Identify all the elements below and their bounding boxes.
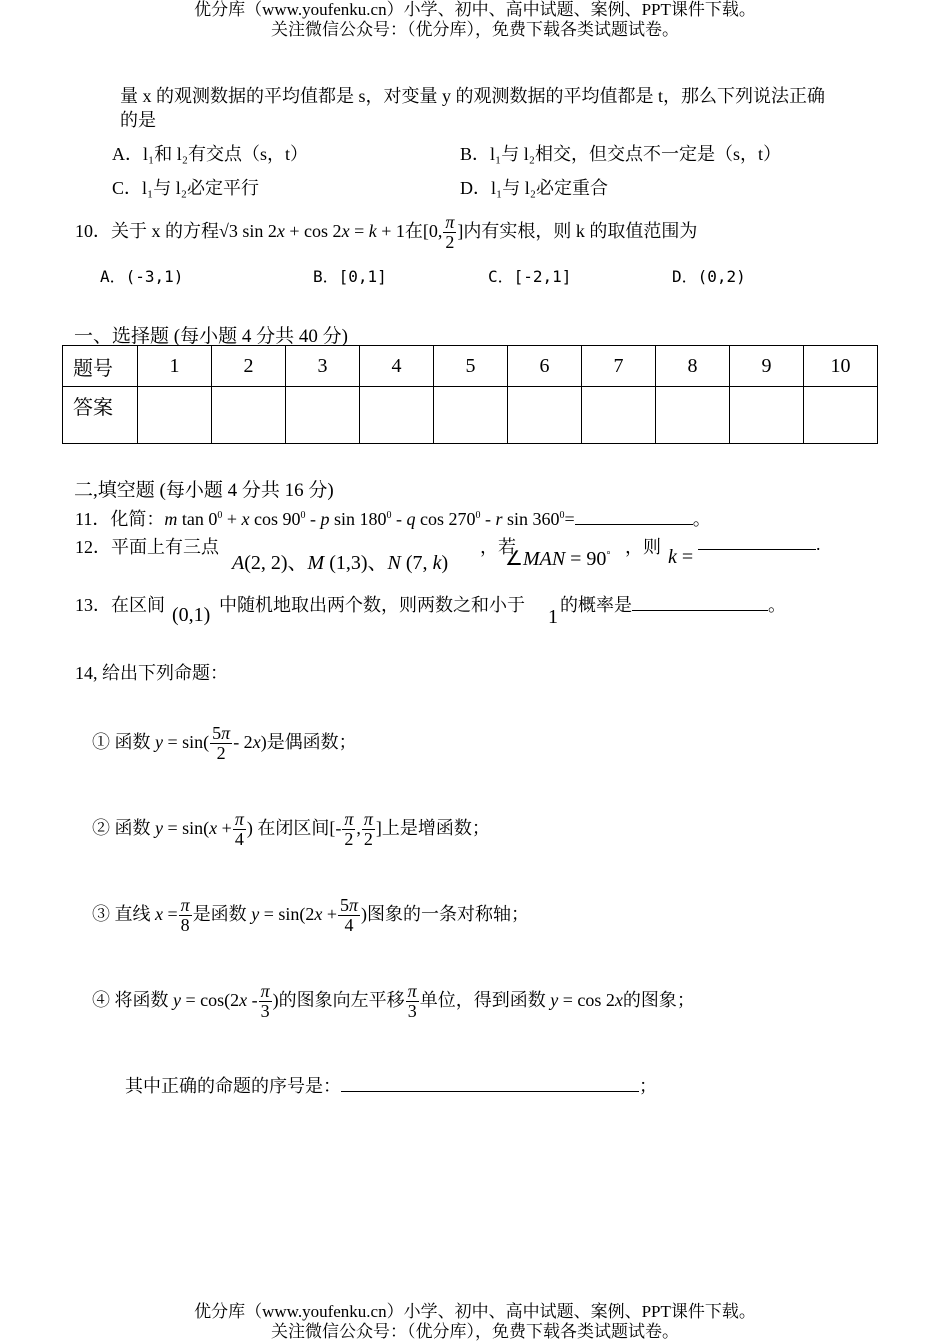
q10-equation: √3 sin 2x + cos 2x = k + 1 xyxy=(219,221,405,241)
q14-proposition-1 xyxy=(92,716,357,768)
q10-prefix: 10．关于 x 的方程 xyxy=(75,221,219,241)
section2-heading xyxy=(74,475,334,502)
q11 xyxy=(75,505,711,531)
p2-formula: y = sin(x + $\frac{\pi}{4}$ ) xyxy=(155,809,253,850)
q14-title: 14, 给出下列命题： xyxy=(75,663,228,683)
q12-prefix: 12．平面上有三点 xyxy=(75,537,219,557)
q9-option-a: A．l₁和 l₂有交点（s，t） xyxy=(112,144,309,164)
q10-option-c: C．[-2,1] xyxy=(488,267,572,286)
answer-cell[interactable] xyxy=(286,387,360,444)
answer-cell[interactable] xyxy=(804,387,878,444)
p4-text-2: 单位，得到函数 xyxy=(419,990,546,1010)
table-number-8: 8 xyxy=(656,346,730,387)
q12-angle: ∠MAN = 90° xyxy=(505,548,611,570)
q12-k-equals: k = xyxy=(668,546,694,568)
q12-answer xyxy=(698,533,821,555)
q14-blank[interactable] xyxy=(341,1075,639,1092)
p3-line: x = $\frac{\pi}{8}$ xyxy=(155,895,190,936)
answer-cell[interactable] xyxy=(138,387,212,444)
q14-proposition-2 xyxy=(92,802,490,854)
table-label-answer: 答案 xyxy=(63,387,138,444)
p2-label: ② 函数 xyxy=(92,818,151,838)
p3-text: 是函数 xyxy=(192,904,247,924)
answer-cell[interactable] xyxy=(582,387,656,444)
table-number-5: 5 xyxy=(434,346,508,387)
answer-cell[interactable] xyxy=(656,387,730,444)
q12-blank[interactable] xyxy=(698,533,816,550)
q11-prefix: 11．化简： xyxy=(75,509,165,529)
table-number-1: 1 xyxy=(138,346,212,387)
table-number-9: 9 xyxy=(730,346,804,387)
q13-tail xyxy=(560,591,786,617)
q13-blank[interactable] xyxy=(632,594,768,611)
p4-label: ④ 将函数 xyxy=(92,990,169,1010)
section2-note: (每小题 4 分共 16 分) xyxy=(159,480,334,501)
answer-table xyxy=(62,345,878,444)
p3-label: ③ 直线 xyxy=(92,904,151,924)
section1-heading xyxy=(74,321,348,348)
q14-proposition-3 xyxy=(92,888,529,940)
p4-text: 的图象向左平移 xyxy=(278,990,405,1010)
p2-interval: [- $\frac{\pi}{2}$ , $\frac{\pi}{2}$ ] xyxy=(329,809,382,850)
q11-expression: m $\tan 0^0 + x$ $\cos 90^0$ - p $\sin 180^0$ - q $\cos 270^0$ - r $\sin 360^0=$ xyxy=(164,509,575,529)
q10-option-b: B．[0,1] xyxy=(313,267,387,286)
q10-interval: [0, $\frac{\pi}{2}$ ] xyxy=(422,212,464,253)
q10-suffix: 内有实根，则 k 的取值范围为 xyxy=(463,221,698,241)
q14-answer-line xyxy=(125,1072,657,1098)
q11-suffix: 。 xyxy=(692,509,711,529)
q10-option-d: D．(0,2) xyxy=(672,267,746,286)
q12 xyxy=(75,533,219,559)
q9-stem-line-2: 的是 xyxy=(120,110,156,130)
p4-result: y = cos 2x xyxy=(550,990,623,1010)
footer-line-2: 关注微信公众号：（优分库），免费下载各类试题试卷。 xyxy=(271,1322,679,1341)
answer-table-answer-row xyxy=(63,387,878,444)
q9-stem-line-1: 量 x 的观测数据的平均值都是 s，对变量 y 的观测数据的平均值都是 t，那么下列说法正确 xyxy=(120,86,826,106)
table-number-7: 7 xyxy=(582,346,656,387)
q12-mid: ，若 xyxy=(480,537,516,557)
table-number-4: 4 xyxy=(360,346,434,387)
q12-end: . xyxy=(816,534,821,554)
answer-cell[interactable] xyxy=(730,387,804,444)
q10-middle: 在 xyxy=(404,221,423,241)
q12-mid2: ，则 xyxy=(625,537,661,557)
p1-formula: y = sin( $\frac{5\pi}{2}$ - 2x) xyxy=(155,723,267,764)
q11-blank[interactable] xyxy=(575,508,693,525)
section2-title: 二,填空题 xyxy=(74,480,155,501)
p2-text: 在闭区间 xyxy=(257,818,330,838)
q13-interval: (0,1) xyxy=(172,604,211,626)
p1-label: ① 函数 xyxy=(92,732,151,752)
answer-table-header-row xyxy=(63,346,878,387)
q13-end: 。 xyxy=(768,595,786,615)
header-line-2: 关注微信公众号：（优分库），免费下载各类试题试卷。 xyxy=(271,20,679,39)
answer-cell[interactable] xyxy=(360,387,434,444)
table-number-3: 3 xyxy=(286,346,360,387)
header-line-1: 优分库（www.youfenku.cn）小学、初中、高中试题、案例、PPT课件下载。 xyxy=(194,0,756,19)
table-number-10: 10 xyxy=(804,346,878,387)
table-number-6: 6 xyxy=(508,346,582,387)
q13-number-one: 1 xyxy=(548,606,558,628)
footer-line-1: 优分库（www.youfenku.cn）小学、初中、高中试题、案例、PPT课件下载。 xyxy=(194,1302,756,1321)
answer-cell[interactable] xyxy=(434,387,508,444)
p3-text-2: 图象的一条对称轴； xyxy=(367,904,530,924)
q10-stem xyxy=(75,208,697,254)
q9-option-b: B．l₁与 l₂相交，但交点不一定是（s，t） xyxy=(460,144,782,164)
p3-formula: y = sin(2x + $\frac{5\pi}{4}$ ) xyxy=(251,895,368,936)
q9-option-d: D．l₁与 l₂必定重合 xyxy=(460,178,609,198)
q14-proposition-4 xyxy=(92,974,695,1026)
p4-text-3: 的图象； xyxy=(622,990,695,1010)
q10-option-a: A．(-3,1) xyxy=(100,267,184,286)
section1-note: (每小题 4 分共 40 分) xyxy=(173,326,348,347)
q14-answer-label: 其中正确的命题的序号是： xyxy=(125,1076,341,1096)
q12-points: A(2, 2)、M (1,3)、N (7, k) xyxy=(232,552,449,574)
section1-title: 一、选择题 xyxy=(74,326,170,347)
q13-mid: 中随机地取出两个数，则两数之和小于 xyxy=(219,595,525,615)
q14-answer-end: ； xyxy=(639,1076,657,1096)
answer-cell[interactable] xyxy=(212,387,286,444)
answer-cell[interactable] xyxy=(508,387,582,444)
table-number-2: 2 xyxy=(212,346,286,387)
q13-mid2: 的概率是 xyxy=(560,595,632,615)
q13-prefix: 13．在区间 xyxy=(75,595,165,615)
p4-formula: y = cos(2x - $\frac{\pi}{3}$ ) xyxy=(173,981,279,1022)
p1-text: 是偶函数； xyxy=(266,732,357,752)
table-label-number: 题号 xyxy=(63,346,138,387)
q9-option-c: C．l₁与 l₂必定平行 xyxy=(112,178,260,198)
p2-text-2: 上是增函数； xyxy=(381,818,490,838)
p4-shift: $\frac{\pi}{3}$ xyxy=(407,981,417,1022)
